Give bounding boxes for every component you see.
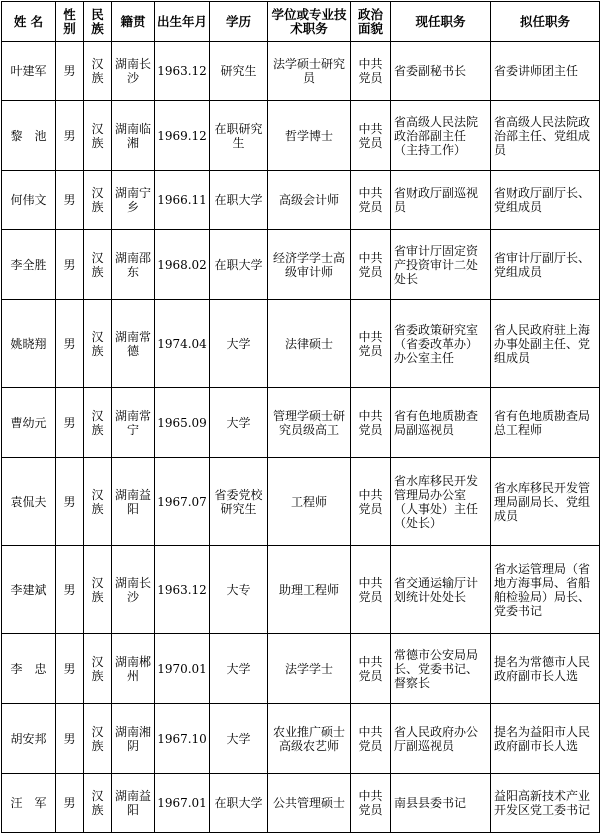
cell-education: 大专 [210, 546, 268, 634]
cell-birth-date: 1968.02 [155, 230, 210, 300]
cell-name: 姚晓翔 [2, 300, 56, 388]
cell-current-position: 省委副秘书长 [391, 42, 491, 101]
cell-gender: 男 [56, 634, 84, 704]
cell-name: 李建斌 [2, 546, 56, 634]
table-row [2, 230, 600, 300]
cell-proposed-position: 益阳高新技术产业开发区党工委书记 [491, 774, 600, 833]
cell-education: 大学 [210, 634, 268, 704]
appointment-table [1, 1, 600, 833]
cell-birth-date: 1967.07 [155, 458, 210, 546]
cell-degree-title: 经济学学士高级审计师 [268, 230, 351, 300]
cell-native-place: 湖南常宁 [112, 388, 155, 458]
cell-proposed-position: 省委讲师团主任 [491, 42, 600, 101]
cell-current-position: 省交通运输厅计划统计处处长 [391, 546, 491, 634]
cell-political-status: 中共党员 [351, 171, 391, 230]
cell-ethnicity: 汉族 [84, 171, 112, 230]
cell-native-place: 湖南湘阴 [112, 704, 155, 774]
table-row [2, 388, 600, 458]
cell-political-status: 中共党员 [351, 634, 391, 704]
cell-political-status: 中共党员 [351, 101, 391, 171]
cell-education: 省委党校研究生 [210, 458, 268, 546]
cell-birth-date: 1965.09 [155, 388, 210, 458]
table-row [2, 458, 600, 546]
cell-education: 在职大学 [210, 774, 268, 833]
table-row [2, 634, 600, 704]
cell-ethnicity: 汉族 [84, 634, 112, 704]
cell-degree-title: 法学硕士研究员 [268, 42, 351, 101]
cell-current-position: 省人民政府办公厅副巡视员 [391, 704, 491, 774]
cell-proposed-position: 省有色地质勘查局总工程师 [491, 388, 600, 458]
cell-political-status: 中共党员 [351, 388, 391, 458]
cell-birth-date: 1966.11 [155, 171, 210, 230]
header-education: 学历 [210, 2, 268, 42]
table-row [2, 704, 600, 774]
cell-education: 大学 [210, 388, 268, 458]
cell-political-status: 中共党员 [351, 230, 391, 300]
cell-birth-date: 1970.01 [155, 634, 210, 704]
header-row [2, 2, 600, 42]
cell-political-status: 中共党员 [351, 704, 391, 774]
table-row [2, 42, 600, 101]
table-row [2, 300, 600, 388]
header-current-position: 现任职务 [391, 2, 491, 42]
cell-education: 研究生 [210, 42, 268, 101]
cell-education: 大学 [210, 300, 268, 388]
cell-ethnicity: 汉族 [84, 458, 112, 546]
table-row [2, 546, 600, 634]
cell-degree-title: 助理工程师 [268, 546, 351, 634]
cell-degree-title: 工程师 [268, 458, 351, 546]
cell-native-place: 湖南益阳 [112, 458, 155, 546]
cell-gender: 男 [56, 42, 84, 101]
cell-native-place: 湖南长沙 [112, 42, 155, 101]
cell-gender: 男 [56, 546, 84, 634]
cell-birth-date: 1963.12 [155, 546, 210, 634]
cell-ethnicity: 汉族 [84, 774, 112, 833]
cell-name: 袁侃夫 [2, 458, 56, 546]
cell-name: 汪 军 [2, 774, 56, 833]
cell-ethnicity: 汉族 [84, 300, 112, 388]
cell-current-position: 省委政策研究室（省委改革办）办公室主任 [391, 300, 491, 388]
cell-name: 曹幼元 [2, 388, 56, 458]
cell-current-position: 省财政厅副巡视员 [391, 171, 491, 230]
cell-ethnicity: 汉族 [84, 42, 112, 101]
cell-proposed-position: 省水库移民开发管理局副局长、党组成员 [491, 458, 600, 546]
cell-gender: 男 [56, 101, 84, 171]
cell-education: 在职大学 [210, 230, 268, 300]
header-degree-title: 学位或专业技术职务 [268, 2, 351, 42]
header-political-status: 政治面貌 [351, 2, 391, 42]
header-gender: 性别 [56, 2, 84, 42]
cell-political-status: 中共党员 [351, 42, 391, 101]
cell-degree-title: 法律硕士 [268, 300, 351, 388]
cell-native-place: 湖南宁乡 [112, 171, 155, 230]
cell-current-position: 省高级人民法院政治部副主任（主持工作） [391, 101, 491, 171]
cell-education: 大学 [210, 704, 268, 774]
cell-ethnicity: 汉族 [84, 101, 112, 171]
table-row [2, 101, 600, 171]
cell-gender: 男 [56, 300, 84, 388]
cell-proposed-position: 提名为常德市人民政府副市长人选 [491, 634, 600, 704]
table-row [2, 774, 600, 833]
cell-proposed-position: 省人民政府驻上海办事处副主任、党组成员 [491, 300, 600, 388]
cell-proposed-position: 省财政厅副厅长、党组成员 [491, 171, 600, 230]
cell-name: 李全胜 [2, 230, 56, 300]
cell-proposed-position: 省高级人民法院政治部主任、党组成员 [491, 101, 600, 171]
cell-degree-title: 高级会计师 [268, 171, 351, 230]
cell-birth-date: 1969.12 [155, 101, 210, 171]
cell-current-position: 省审计厅固定资产投资审计二处处长 [391, 230, 491, 300]
header-native-place: 籍贯 [112, 2, 155, 42]
cell-proposed-position: 省审计厅副厅长、党组成员 [491, 230, 600, 300]
cell-political-status: 中共党员 [351, 458, 391, 546]
cell-native-place: 湖南长沙 [112, 546, 155, 634]
cell-ethnicity: 汉族 [84, 546, 112, 634]
cell-degree-title: 法学学士 [268, 634, 351, 704]
cell-gender: 男 [56, 171, 84, 230]
cell-gender: 男 [56, 704, 84, 774]
cell-name: 李 忠 [2, 634, 56, 704]
cell-name: 黎 池 [2, 101, 56, 171]
cell-native-place: 湖南郴州 [112, 634, 155, 704]
cell-birth-date: 1967.10 [155, 704, 210, 774]
cell-birth-date: 1963.12 [155, 42, 210, 101]
header-name: 姓 名 [2, 2, 56, 42]
cell-political-status: 中共党员 [351, 774, 391, 833]
cell-ethnicity: 汉族 [84, 230, 112, 300]
cell-name: 叶建军 [2, 42, 56, 101]
cell-political-status: 中共党员 [351, 300, 391, 388]
cell-birth-date: 1967.01 [155, 774, 210, 833]
cell-current-position: 南县县委书记 [391, 774, 491, 833]
cell-birth-date: 1974.04 [155, 300, 210, 388]
cell-degree-title: 公共管理硕士 [268, 774, 351, 833]
cell-gender: 男 [56, 388, 84, 458]
cell-education: 在职大学 [210, 171, 268, 230]
cell-native-place: 湖南临湘 [112, 101, 155, 171]
cell-ethnicity: 汉族 [84, 388, 112, 458]
cell-political-status: 中共党员 [351, 546, 391, 634]
table-row [2, 171, 600, 230]
header-proposed-position: 拟任职务 [491, 2, 600, 42]
header-birth-date: 出生年月 [155, 2, 210, 42]
cell-current-position: 常德市公安局局长、党委书记、督察长 [391, 634, 491, 704]
header-ethnicity: 民族 [84, 2, 112, 42]
cell-proposed-position: 省水运管理局（省地方海事局、省船舶检验局）局长、党委书记 [491, 546, 600, 634]
cell-gender: 男 [56, 458, 84, 546]
cell-native-place: 湖南益阳 [112, 774, 155, 833]
cell-native-place: 湖南邵东 [112, 230, 155, 300]
cell-current-position: 省有色地质勘查局副巡视员 [391, 388, 491, 458]
cell-gender: 男 [56, 230, 84, 300]
cell-gender: 男 [56, 774, 84, 833]
cell-education: 在职研究生 [210, 101, 268, 171]
cell-native-place: 湖南常德 [112, 300, 155, 388]
cell-name: 何伟文 [2, 171, 56, 230]
cell-degree-title: 管理学硕士研究员级高工 [268, 388, 351, 458]
cell-name: 胡安邦 [2, 704, 56, 774]
cell-current-position: 省水库移民开发管理局办公室（人事处）主任（处长） [391, 458, 491, 546]
cell-proposed-position: 提名为益阳市人民政府副市长人选 [491, 704, 600, 774]
cell-degree-title: 哲学博士 [268, 101, 351, 171]
cell-degree-title: 农业推广硕士高级农艺师 [268, 704, 351, 774]
cell-ethnicity: 汉族 [84, 704, 112, 774]
